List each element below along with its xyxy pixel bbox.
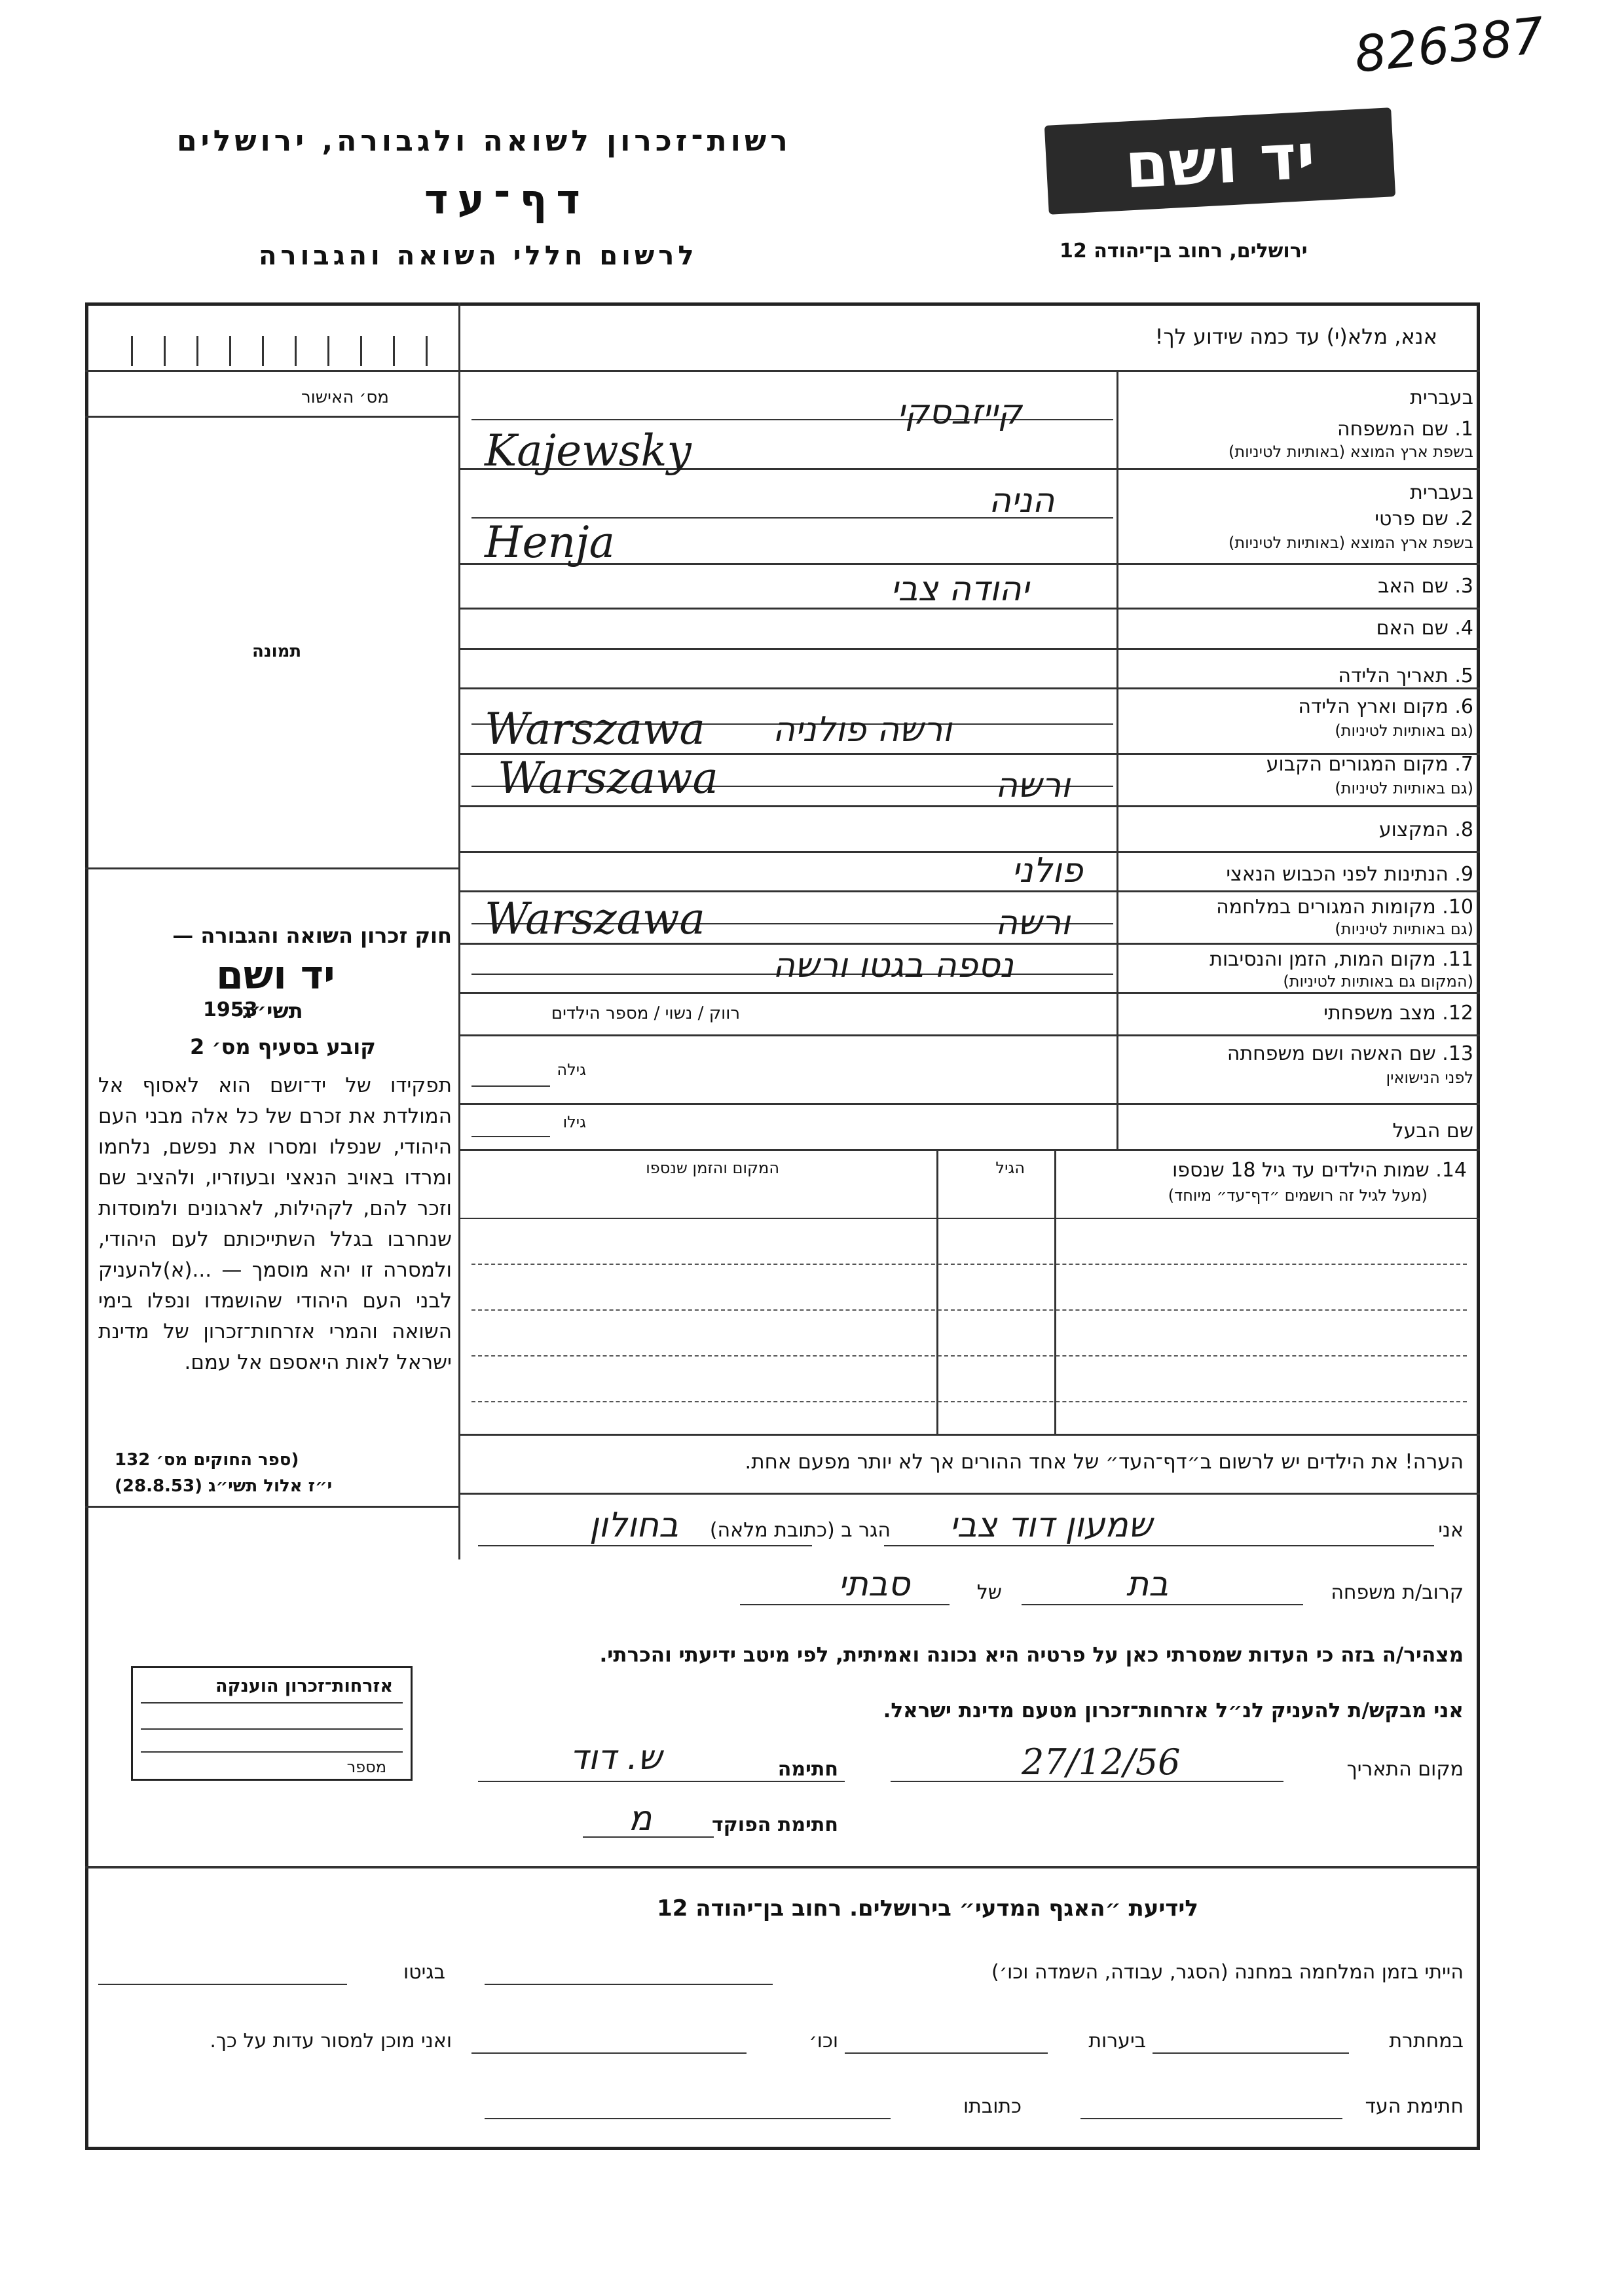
death-circumstances: נספה בגטו ורשה [773,946,1014,985]
officer-signature-label: חתימת הפוקד [712,1813,838,1836]
law-body: תפקידו של יד־ושם הוא לאסוף אל המולדת את זכרם של כל אלה מבני העם היהודי, שנפלו ומסרו את נפשם, נלחמו ומרדו באויב הנאצי ובעוזריו, ולהציב שם וזכר להם, לקהילות, לארגונים ולמוסדות שנחרבו בגלל השתייכותם לעם היהודי, ולמסרה זו יהא מוסמך — ...(א)להעניק לבני העם היהודי שהושמדו ונפלו בימי השואה והמרי אזרחות־זכרון של מדינת ישראל לאות היאספם אל עמם. [98,1074,452,1374]
field-13-label: 13. שם האשה ושם משפחתה [1227,1042,1473,1065]
field-2-sub: בשפת ארץ המוצא (באותיות לטיניות) [1228,534,1473,552]
cert-number-label: מס׳ האישור [301,388,389,407]
footer-camp-label: הייתי בזמן המלחמה במחנה (הסגר, עבודה, השמדה וכו׳) [991,1961,1464,1984]
field-7-label: 7. מקום המגורים הקבוע [1266,753,1473,776]
signature-label: חתימה [777,1758,838,1781]
relation-label: קרוב/ת משפחה [1331,1581,1464,1604]
war-residence-latin: Warszawa [485,894,705,944]
yad-vashem-logo: יד ושם [1044,107,1395,215]
field-2-label: 2. שם פרטי [1375,507,1473,530]
declaration-text: מצהיר/ה בזה כי העדות שמסרתי כאן על פרטיה היא נכונה ואמיתית, לפי מיטב ידיעתי והכרתי. [599,1643,1464,1667]
field-10-label: 10. מקומות המגורים במלחמה [1216,896,1473,919]
family-name-latin: Kajewsky [485,426,692,476]
law-year: 1953 [203,998,258,1021]
note-text: הערה! את הילדים יש לרשום ב״דף־העד״ של אחד ההורים אך לא יותר מפעם אחת. [745,1450,1464,1474]
place-date-label: מקום התאריך [1346,1758,1464,1781]
law-date: י״ז אלול תשי״ג (28.8.53) [115,1476,333,1496]
law-section: קובע בסעיף מס׳ 2 [190,1034,376,1059]
field-12-label: 12. מצב משפחתי [1323,1002,1473,1025]
field-5-label: 5. תאריך הלידה [1338,665,1473,687]
husband-label: שם הבעל [1392,1120,1473,1142]
father-name: יהודה צבי [891,570,1029,609]
declarant-ani: אני [1438,1519,1464,1542]
relation-of: של [976,1581,1002,1604]
field-7-sub: (גם באותיות לטיניות) [1335,779,1473,797]
footer-title: לידיעת ״האגף המדעי״ בירושלים. רחוב בן־יהודה 12 [657,1895,1198,1922]
footer-ghetto-label: בגיטו [403,1961,445,1984]
age-column-header: הגיל [995,1159,1025,1177]
field-12-options: רווק / נשוי / מספר הילדים [551,1004,740,1023]
in-hebrew-label-1: בעברית [1410,386,1473,409]
declarant-signature: ש. דוד [570,1738,662,1777]
birth-place-hebrew: ורשה פולניה [773,710,952,750]
in-hebrew-label-2: בעברית [1410,481,1473,504]
address: ירושלים, רחוב בן־יהודה 12 [1060,240,1308,263]
field-8-label: 8. המקצוע [1378,818,1473,841]
declarant-name: שמעון דוד צבי [950,1506,1153,1545]
field-4-label: 4. שם האם [1376,617,1473,640]
archive-number: 826387 [1352,6,1547,84]
relation-of-value: סבתי [838,1565,910,1604]
footer-forests-label: ביערות [1088,2030,1146,2052]
footer-etc-label: וכו׳ [809,2030,838,2052]
field-14-label: 14. שמות הילדים עד גיל 18 שנספו [1172,1159,1467,1182]
declarant-address: בחולון [589,1506,679,1545]
form-subtitle: לרשום חללי השואה והגבורה [259,241,698,271]
residence-hebrew: ורשה [995,766,1071,805]
request-text: אני מבקש/ת להעניק לנ״ל אזרחות־זכרון מטעם מדינת ישראל. [883,1699,1464,1722]
authority-title: רשות־זכרון לשואה ולגבורה, ירושלים [177,124,792,158]
law-name: יד ושם [216,953,335,998]
husband-age-label: גילו [563,1113,586,1131]
law-title: חוק זכרון השואה והגבורה — [172,923,452,948]
field-11-sub: (המקום גם באותיות לטיניות) [1283,972,1473,991]
witness-address-label: כתובתו [963,2095,1022,2118]
birth-place-latin: Warszawa [485,704,705,754]
first-name-hebrew: הניה [989,481,1055,520]
field-13-sub: לפני הנישואין [1386,1068,1473,1087]
footer-underground-label: במחתרת [1389,2030,1464,2052]
law-year-hebrew: תשי״ג [242,998,303,1023]
law-source: (ספר החוקים מס׳ 132 [115,1450,299,1470]
place-column-header: המקום והזמן שנספו [646,1159,779,1177]
photo-label: תמונה [252,642,302,661]
resident-label: הגר ב (כתובת מלאה) [709,1519,891,1542]
field-11-label: 11. מקום המות, הזמן והנסיבות [1209,948,1473,971]
instruction: אנא, מלא(י) עד כמה שידוע לך! [1154,324,1437,349]
war-residence-hebrew: ורשה [995,903,1071,943]
declaration-date: 27/12/56 [1022,1741,1181,1783]
field-6-sub: (גם באותיות לטיניות) [1335,721,1473,740]
footer-testimony-text: ואני מוכן למסור עדות על כך. [210,2030,452,2052]
field-1-sub: בשפת ארץ המוצא (באותיות לטיניות) [1228,443,1473,461]
officer-signature: מ [629,1799,652,1838]
witness-signature-label: חתימת העד [1365,2095,1464,2118]
field-3-label: 3. שם האב [1378,575,1473,598]
field-10-sub: (גם באותיות לטיניות) [1335,920,1473,938]
field-9-label: 9. הנתינות לפני הכבוש הנאצי [1226,863,1473,886]
form-title: דף־עד [424,175,589,223]
first-name-latin: Henja [485,517,615,568]
field-6-label: 6. מקום וארץ הלידה [1298,695,1473,718]
field-1-label: 1. שם המשפחה [1337,418,1473,441]
family-name-hebrew: קייזבסקי [897,393,1022,432]
citizenship-box-title: אזרחות־זכרון הוענקה [215,1676,393,1696]
residence-latin: Warszawa [498,753,718,803]
nationality: פולני [1012,851,1083,890]
wife-age-label: גילה [557,1061,586,1079]
relation-value: בת [1126,1565,1169,1604]
citizenship-number-label: מספר [346,1758,386,1776]
field-14-sub: (מעל לגיל זה רושמים ״דף־עד״ מיוחד) [1168,1186,1428,1205]
